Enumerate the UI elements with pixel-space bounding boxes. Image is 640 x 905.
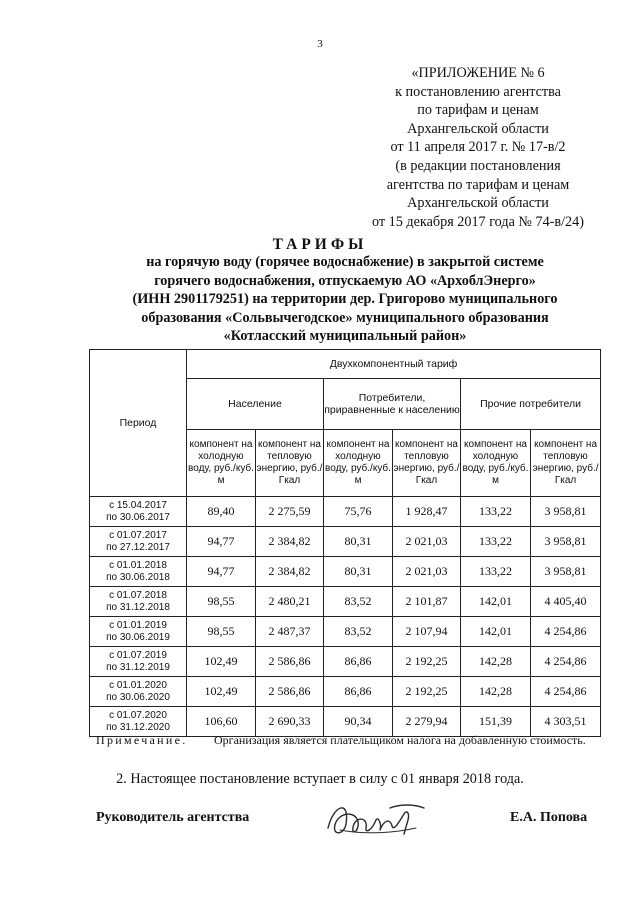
handwritten-signature	[320, 790, 430, 850]
period-to: по 30.06.2018	[106, 571, 170, 583]
group-header-equated-consumers: Потребители, приравненные к населению	[324, 379, 461, 430]
tariff-cell-equated-heat-energy: 2 107,94	[393, 617, 461, 647]
period-from: с 01.07.2020	[109, 709, 167, 721]
tariff-cell-equated-cold-water: 83,52	[324, 617, 393, 647]
document-title: ТАРИФЫ	[272, 236, 368, 253]
period-cell	[90, 677, 187, 707]
period-header: Период	[90, 350, 187, 497]
tariff-cell-population-cold-water: 94,77	[187, 527, 256, 557]
appendix-header	[330, 64, 626, 231]
period-cell	[90, 647, 187, 677]
table-row	[90, 677, 601, 707]
table-row	[90, 557, 601, 587]
period-to: по 31.12.2020	[106, 721, 170, 733]
subtitle-line: горячего водоснабжения, отпускаемую АО «АрхоблЭнерго»	[154, 272, 536, 289]
tariff-cell-other-cold-water: 133,22	[461, 557, 531, 587]
appendix-line: от 15 декабря 2017 года № 74-в/24)	[372, 213, 584, 230]
component-header-heat-energy: компонент на тепловую энергию, руб./Гкал	[256, 430, 324, 497]
group-header-population: Население	[187, 379, 324, 430]
tariff-cell-other-heat-energy: 3 958,81	[531, 527, 601, 557]
period-from: с 01.01.2018	[109, 559, 167, 571]
tariff-cell-equated-heat-energy: 2 279,94	[393, 707, 461, 737]
table-row	[90, 527, 601, 557]
tariff-cell-other-heat-energy: 3 958,81	[531, 557, 601, 587]
tariff-header: Двухкомпонентный тариф	[187, 350, 601, 379]
tariff-cell-population-cold-water: 102,49	[187, 677, 256, 707]
period-to: по 31.12.2019	[106, 661, 170, 673]
period-to: по 30.06.2020	[106, 691, 170, 703]
component-header-cold-water: компонент на холодную воду, руб./куб. м	[187, 430, 256, 497]
subtitle-line: «Котласский муниципальный район»	[223, 328, 467, 345]
period-to: по 31.12.2018	[106, 601, 170, 613]
tariff-cell-other-cold-water: 142,28	[461, 677, 531, 707]
tariff-cell-other-cold-water: 133,22	[461, 527, 531, 557]
period-to: по 30.06.2017	[106, 511, 170, 523]
table-row	[90, 617, 601, 647]
note-text: Организация является плательщиком налога на добавленную стоимость.	[214, 733, 586, 747]
tariff-cell-population-cold-water: 98,55	[187, 587, 256, 617]
period-cell	[90, 617, 187, 647]
component-header-heat-energy: компонент на тепловую энергию, руб./Гкал	[393, 430, 461, 497]
tariff-cell-other-cold-water: 133,22	[461, 497, 531, 527]
tariff-cell-equated-cold-water: 86,86	[324, 647, 393, 677]
period-cell	[90, 587, 187, 617]
tariff-cell-population-cold-water: 94,77	[187, 557, 256, 587]
subtitle-line: образования «Сольвычегодское» муниципального образования	[141, 309, 549, 326]
document-subtitle	[90, 253, 600, 346]
tariff-cell-equated-cold-water: 80,31	[324, 557, 393, 587]
tariff-cell-equated-cold-water: 75,76	[324, 497, 393, 527]
component-header-cold-water: компонент на холодную воду, руб./куб. м	[324, 430, 393, 497]
subtitle-line: на горячую воду (горячее водоснабжение) в закрытой системе	[146, 254, 544, 270]
appendix-line: Архангельской области	[407, 120, 549, 137]
tariff-cell-equated-heat-energy: 2 101,87	[393, 587, 461, 617]
tariff-cell-other-heat-energy: 3 958,81	[531, 497, 601, 527]
table-row	[90, 647, 601, 677]
tariff-cell-population-heat-energy: 2 275,59	[256, 497, 324, 527]
period-to: по 30.06.2019	[106, 631, 170, 643]
subtitle-line: (ИНН 2901179251) на территории дер. Григорово муниципального	[132, 291, 558, 308]
tariff-cell-equated-heat-energy: 2 192,25	[393, 677, 461, 707]
tariff-cell-population-heat-energy: 2 384,82	[256, 557, 324, 587]
tariff-cell-other-heat-energy: 4 254,86	[531, 617, 601, 647]
table-row	[90, 497, 601, 527]
appendix-line: «ПРИЛОЖЕНИЕ № 6	[411, 65, 545, 81]
period-from: с 15.04.2017	[109, 499, 167, 511]
tariff-cell-equated-cold-water: 90,34	[324, 707, 393, 737]
tariff-cell-population-heat-energy: 2 480,21	[256, 587, 324, 617]
tariff-cell-other-cold-water: 151,39	[461, 707, 531, 737]
tariff-cell-population-heat-energy: 2 586,86	[256, 677, 324, 707]
component-header-cold-water: компонент на холодную воду, руб./куб. м	[461, 430, 531, 497]
tariff-cell-population-heat-energy: 2 384,82	[256, 527, 324, 557]
table-row	[90, 587, 601, 617]
period-from: с 01.07.2018	[109, 589, 167, 601]
period-from: с 01.01.2019	[109, 619, 167, 631]
tariff-cell-equated-cold-water: 83,52	[324, 587, 393, 617]
period-from: с 01.01.2020	[109, 679, 167, 691]
tariff-cell-population-heat-energy: 2 586,86	[256, 647, 324, 677]
group-header-other-consumers: Прочие потребители	[461, 379, 601, 430]
period-cell	[90, 557, 187, 587]
period-from: с 01.07.2017	[109, 529, 167, 541]
tariff-cell-equated-cold-water: 80,31	[324, 527, 393, 557]
signatory-title: Руководитель агентства	[96, 810, 250, 825]
period-cell	[90, 497, 187, 527]
period-cell	[90, 527, 187, 557]
signatory-name: Е.А. Попова	[510, 810, 588, 825]
period-from: с 01.07.2019	[109, 649, 167, 661]
appendix-line: Архангельской области	[407, 195, 549, 212]
period-cell	[90, 707, 187, 737]
tariff-cell-equated-cold-water: 86,86	[324, 677, 393, 707]
tariff-cell-equated-heat-energy: 2 192,25	[393, 647, 461, 677]
tariff-cell-other-cold-water: 142,01	[461, 587, 531, 617]
tariff-cell-population-cold-water: 102,49	[187, 647, 256, 677]
tariff-cell-equated-heat-energy: 2 021,03	[393, 557, 461, 587]
tariff-table	[89, 349, 601, 737]
tariff-cell-other-heat-energy: 4 254,86	[531, 677, 601, 707]
tariff-cell-population-cold-water: 98,55	[187, 617, 256, 647]
appendix-line: от 11 апреля 2017 г. № 17-в/2	[390, 139, 566, 156]
appendix-line: по тарифам и ценам	[417, 102, 539, 119]
page-number: 3	[317, 38, 323, 50]
component-header-heat-energy: компонент на тепловую энергию, руб./Гкал	[531, 430, 601, 497]
appendix-line: агентства по тарифам и ценам	[386, 176, 570, 193]
appendix-line: к постановлению агентства	[395, 83, 561, 100]
effective-date-clause: 2. Настоящее постановление вступает в силу с 01 января 2018 года.	[116, 771, 524, 787]
tariff-cell-equated-heat-energy: 2 021,03	[393, 527, 461, 557]
tariff-cell-population-heat-energy: 2 690,33	[256, 707, 324, 737]
tariff-cell-other-heat-energy: 4 405,40	[531, 587, 601, 617]
tariff-cell-population-cold-water: 106,60	[187, 707, 256, 737]
tariff-cell-other-cold-water: 142,01	[461, 617, 531, 647]
period-to: по 27.12.2017	[106, 541, 170, 553]
note-label: Примечание.	[96, 733, 188, 747]
tariff-cell-other-heat-energy: 4 303,51	[531, 707, 601, 737]
tariff-cell-population-heat-energy: 2 487,37	[256, 617, 324, 647]
appendix-line: (в редакции постановления	[395, 157, 561, 174]
tariff-rows	[90, 497, 601, 737]
tariff-cell-other-heat-energy: 4 254,86	[531, 647, 601, 677]
tariff-cell-population-cold-water: 89,40	[187, 497, 256, 527]
tariff-cell-equated-heat-energy: 1 928,47	[393, 497, 461, 527]
table-row	[90, 707, 601, 737]
tariff-cell-other-cold-water: 142,28	[461, 647, 531, 677]
